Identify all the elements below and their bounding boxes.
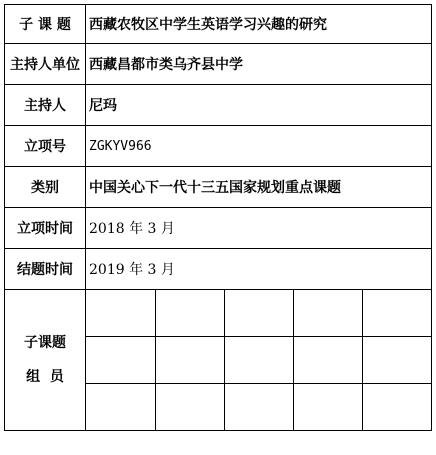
member-cell[interactable]	[224, 290, 293, 337]
row-category	[5, 167, 432, 208]
label-host-unit: 主持人单位	[5, 44, 86, 85]
row-members	[5, 290, 432, 431]
member-cell[interactable]	[155, 290, 224, 337]
member-cell[interactable]	[293, 290, 362, 337]
project-info-table	[4, 4, 432, 431]
label-members-line2: 组 员	[26, 369, 64, 385]
label-subproject: 子 课 题	[5, 5, 86, 44]
member-cell[interactable]	[155, 337, 224, 384]
row-project-number	[5, 126, 432, 167]
label-members	[5, 290, 86, 431]
value-host-unit: 西藏昌都市类乌齐县中学	[86, 44, 432, 85]
value-category: 中国关心下一代十三五国家规划重点课题	[86, 167, 432, 208]
row-approval-date	[5, 208, 432, 249]
member-cell[interactable]	[362, 384, 431, 431]
member-cell[interactable]	[86, 337, 155, 384]
label-approval-date: 立项时间	[5, 208, 86, 249]
member-cell[interactable]	[362, 337, 431, 384]
members-grid-row	[86, 337, 431, 384]
row-subproject	[5, 5, 432, 44]
member-cell[interactable]	[86, 290, 155, 337]
member-cell[interactable]	[293, 384, 362, 431]
member-cell[interactable]	[293, 337, 362, 384]
value-completion-date: 2019 年 3 月	[86, 249, 432, 290]
value-subproject: 西藏农牧区中学生英语学习兴趣的研究	[86, 5, 432, 44]
row-host	[5, 85, 432, 126]
member-cell[interactable]	[155, 384, 224, 431]
label-host: 主持人	[5, 85, 86, 126]
value-approval-date: 2018 年 3 月	[86, 208, 432, 249]
members-grid-row	[86, 290, 431, 337]
label-project-number: 立项号	[5, 126, 86, 167]
member-cell[interactable]	[86, 384, 155, 431]
label-completion-date: 结题时间	[5, 249, 86, 290]
value-project-number: ZGKYV966	[86, 126, 432, 167]
members-grid-cell	[86, 290, 432, 431]
label-members-line1: 子课题	[24, 335, 66, 351]
members-grid	[86, 290, 431, 430]
member-cell[interactable]	[224, 337, 293, 384]
member-cell[interactable]	[224, 384, 293, 431]
label-category: 类别	[5, 167, 86, 208]
row-completion-date	[5, 249, 432, 290]
row-host-unit	[5, 44, 432, 85]
members-grid-row	[86, 384, 431, 431]
value-host: 尼玛	[86, 85, 432, 126]
member-cell[interactable]	[362, 290, 431, 337]
